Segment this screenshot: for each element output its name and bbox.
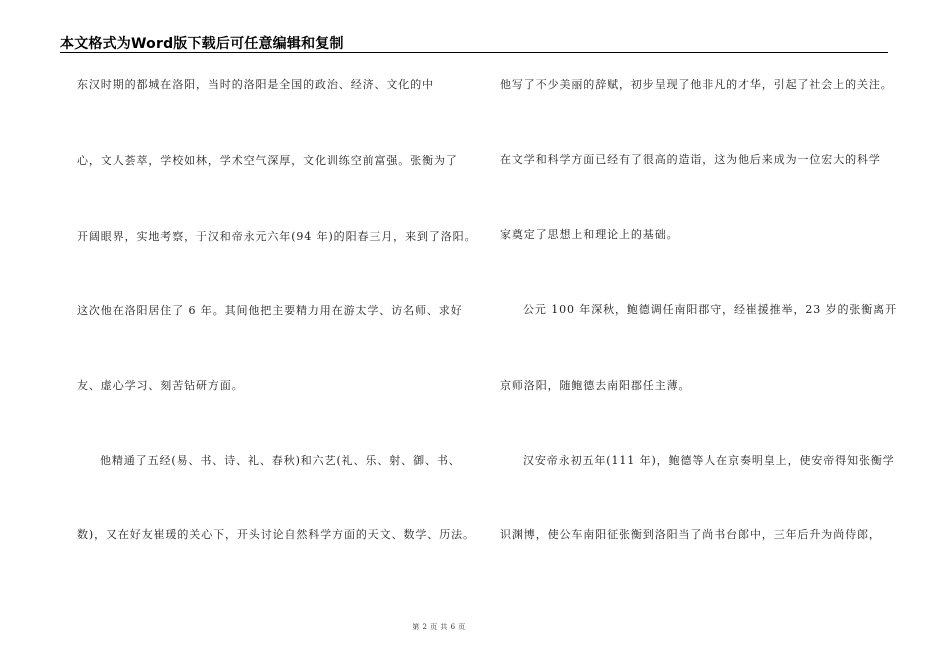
paragraph-line: 东汉时期的都城在洛阳，当时的洛阳是全国的政治、经济、文化的中 bbox=[77, 78, 434, 91]
paragraph-line: 心，文人荟萃，学校如林，学术空气深厚，文化训练空前富强。张衡为了 bbox=[77, 154, 458, 167]
paragraph-line: 这次他在洛阳居住了 6 年。其间他把主要精力用在游太学、访名师、求好 bbox=[77, 304, 463, 317]
paragraph-line: 识渊博，使公车南阳征张衡到洛阳当了尚书台郎中，三年后升为尚侍郎， bbox=[500, 528, 881, 541]
paragraph-line: 公元 100 年深秋，鲍德调任南阳郡守，经崔援推举，23 岁的张衡离开 bbox=[523, 303, 897, 316]
paragraph-line: 在文学和科学方面已经有了很高的造诣，这为他后来成为一位宏大的科学 bbox=[500, 153, 881, 166]
page-number: 第 2 页 共 6 页 bbox=[412, 623, 466, 631]
paragraph-line: 京师洛阳，随鲍德去南阳郡任主薄。 bbox=[500, 379, 691, 392]
header-divider bbox=[60, 52, 888, 53]
paragraph-line: 开阔眼界，实地考察，于汉和帝永元六年(94 年)的阳春三月，来到了洛阳。 bbox=[77, 230, 477, 243]
paragraph-line: 他精通了五经(易、书、诗、礼、春秋)和六艺(礼、乐、射、御、书、 bbox=[100, 454, 461, 467]
document-header-title: 本文格式为Word版下载后可任意编辑和复制 bbox=[60, 36, 344, 52]
paragraph-line: 数)，又在好友崔瑗的关心下，开头讨论自然科学方面的天文、数学、历法。 bbox=[77, 528, 475, 541]
paragraph-line: 他写了不少美丽的辞赋，初步呈现了他非凡的才华，引起了社会上的关注。 bbox=[500, 78, 893, 91]
paragraph-line: 家奠定了思想上和理论上的基础。 bbox=[500, 228, 679, 241]
paragraph-line: 汉安帝永初五年(111 年)，鲍德等人在京奏明皇上，使安帝得知张衡学 bbox=[523, 454, 895, 467]
paragraph-line: 友、虚心学习、刻苦钻研方面。 bbox=[77, 379, 244, 392]
